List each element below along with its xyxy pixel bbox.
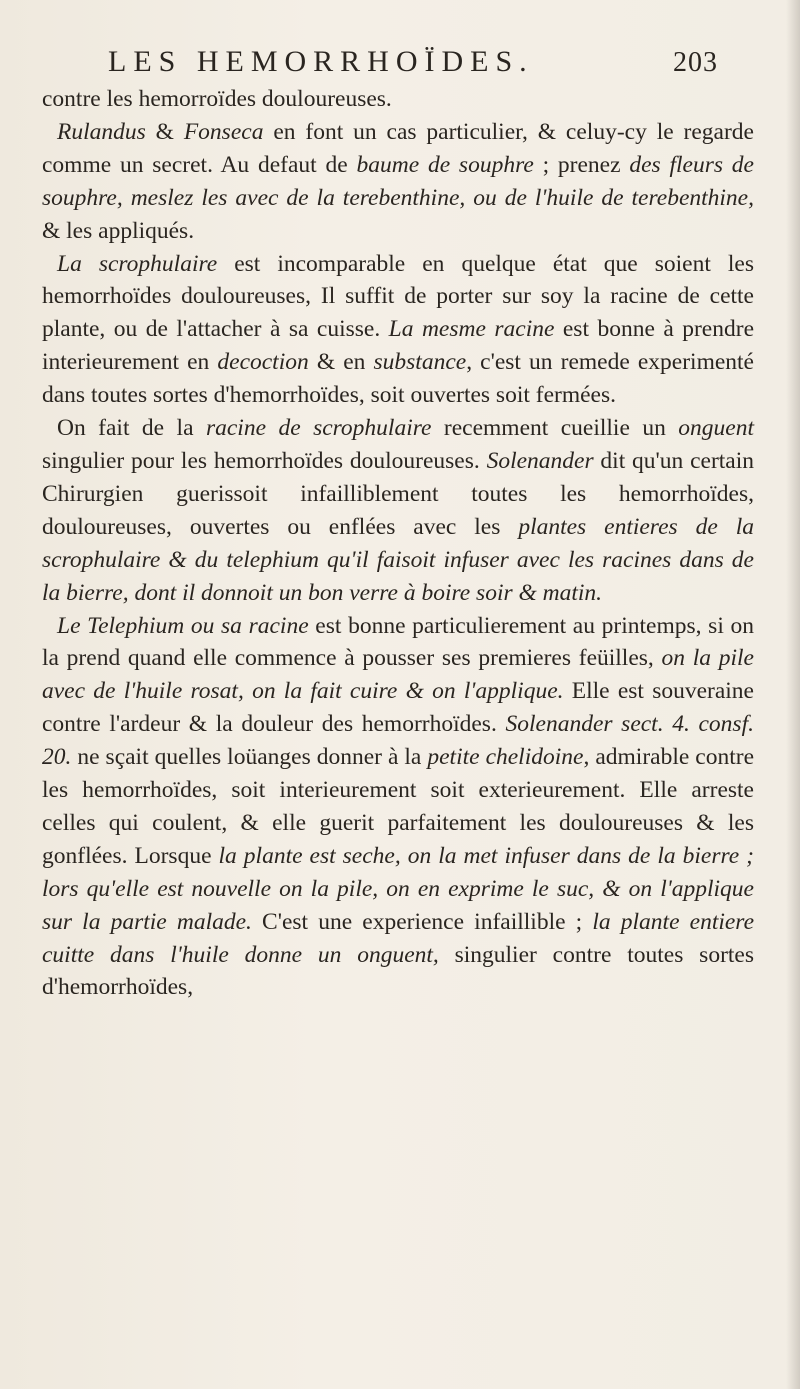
- text-run: en font un cas particulier, & celuy-cy le regarde comme un secret. Au defaut de: [42, 118, 754, 178]
- body-text: [42, 83, 754, 1004]
- italic-run: la plante est seche, on la met infuser dans de la bierre ; lors qu'elle est nouvelle on la pile, on en exprime le suc, & on l'applique sur la partie malade.: [42, 842, 754, 935]
- text-run: , admirable contre les hemorrhoïdes, soit interieurement soit exterieurement. Elle arreste celles qui coulent, & elle guerit parfaitement les douloureuses & les gonflées. Lorsque: [42, 744, 754, 869]
- italic-run: racine de scrophulaire: [205, 415, 432, 442]
- paragraph: [42, 610, 754, 1005]
- italic-run: on la pile avec de l'huile rosat, on la fait cuire & on l'applique.: [42, 645, 754, 705]
- italic-run: baume de souphre: [356, 151, 534, 178]
- text-run: & en: [308, 349, 374, 376]
- italic-run: Fonseca: [183, 118, 264, 145]
- text-run: dit qu'un certain Chirurgien guerissoit infailliblement toutes les hemorrhoïdes, douloureuses, ouvertes ou enflées avec les: [42, 447, 755, 540]
- text-run: ; prenez: [533, 151, 630, 178]
- italic-run: La scrophulaire: [57, 250, 218, 277]
- text-run: recemment cueillie un: [431, 415, 679, 442]
- paragraph: [42, 116, 754, 248]
- text-run: est incomparable en quelque état que soient les hemorrhoïdes douloureuses, Il suffit de porter sur soy la racine de cette plante, ou de l'attacher à sa cuisse.: [42, 250, 754, 343]
- italic-run: Solenander: [486, 447, 594, 474]
- text-run: Elle est souveraine contre l'ardeur & la douleur des hemorrhoïdes.: [42, 678, 754, 738]
- text-run: ne sçait quelles loüanges donner à la: [71, 744, 428, 771]
- italic-run: La mesme racine: [388, 316, 555, 343]
- text-run: est bonne particulierement au printemps, si on la prend quand elle commence à pousser ses premieres feüilles,: [42, 612, 755, 672]
- text-run: contre les hemorroïdes douloureuses.: [42, 86, 392, 112]
- italic-run: petite chelidoine: [427, 744, 584, 771]
- text-run: singulier contre toutes sortes d'hemorrhoïdes,: [42, 941, 754, 1001]
- italic-run: des fleurs de souphre, meslez les avec de la terebenthine, ou de l'huile de terebenthine,: [42, 151, 754, 211]
- italic-run: onguent: [678, 415, 755, 442]
- page-edge-shadow: [786, 0, 800, 1389]
- italic-run: plantes entieres de la scrophulaire & du telephium qu'il faisoit infuser avec les racines dans de la bierre, dont il donnoit un bon verre à boire soir & matin.: [42, 513, 754, 606]
- text-run: &: [145, 118, 184, 145]
- paragraph: [42, 248, 754, 413]
- paragraph: [42, 412, 754, 609]
- text-run: & les appliqués.: [42, 217, 195, 244]
- text-run: C'est une experience infaillible ;: [251, 908, 593, 935]
- page-number: 203: [673, 47, 718, 78]
- italic-run: Rulandus: [57, 118, 146, 145]
- italic-run: substance: [373, 349, 467, 376]
- text-run: , c'est un remede experimenté dans toutes sortes d'hemorrhoïdes, soit ouvertes soit fermées.: [42, 349, 754, 409]
- text-run: singulier pour les hemorrhoïdes douloureuses.: [42, 447, 487, 474]
- italic-run: la plante entiere cuitte dans l'huile donne un onguent,: [42, 908, 755, 968]
- italic-run: decoction: [217, 349, 309, 376]
- italic-run: Le Telephium ou sa racine: [57, 612, 309, 639]
- text-run: On fait de la: [57, 415, 206, 442]
- italic-run: Solenander sect. 4. consf. 20.: [42, 711, 754, 771]
- running-title: LES HEMORRHOÏDES.: [108, 45, 534, 78]
- paragraph: [42, 83, 754, 116]
- text-run: est bonne à prendre interieurement en: [42, 316, 754, 376]
